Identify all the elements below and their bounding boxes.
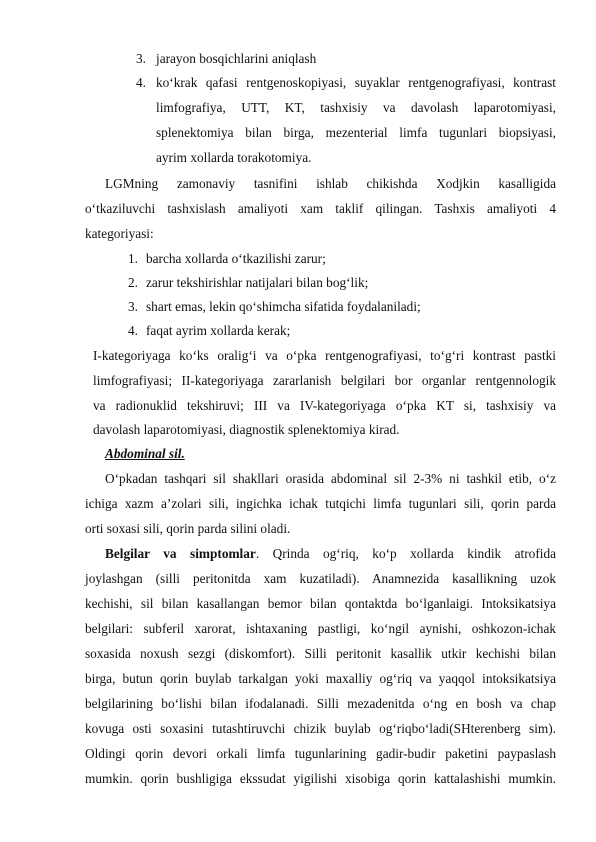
list2-item-3-number: 3. xyxy=(128,299,138,314)
para4-line-8: kovuga osti soxasini tutashtiruvchi chizik buylab og‘riqbo‘ladi(SHterenberg sim). xyxy=(85,721,556,736)
para3-line-1: O‘pkadan tashqari sil shakllari orasida abdominal sil 2-3% ni tashkil etib, o‘z xyxy=(105,471,556,486)
list1-item-3-number: 3. xyxy=(136,51,146,66)
list2-item-4-text: faqat ayrim xollarda kerak; xyxy=(146,323,291,338)
para4-line-3: kechishi, sil bilan kasallangan bemor bilan qontaktda bo‘lganlaigi. Intoksikatsiya xyxy=(85,596,556,611)
list1-item-4-line-2: limfografiya, UTT, KT, tashxisiy va davolash laparotomiyasi, xyxy=(156,100,556,115)
list1-item-4-line-4: ayrim xollarda torakotomiya. xyxy=(156,150,312,165)
list2-item-1-number: 1. xyxy=(128,251,138,266)
para4-line-7: belgilarining bo‘lishi bilan ifodalanadi. Silli mezadenitda o‘ng en bosh va chap xyxy=(85,696,556,711)
para4-lead-bold: Belgilar va simptomlar xyxy=(105,546,256,561)
para2-line-3: va radionuklid tekshiruvi; III va IV-kategoriyaga o‘pka KT si, tashxisiy va xyxy=(93,398,556,413)
para4-line-10: mumkin. qorin bushligiga ekssudat yigilishi xisobiga qorin kattalashishi mumkin. xyxy=(85,771,556,786)
para1-line-3: kategoriyasi: xyxy=(85,226,154,241)
para1-line-1: LGMning zamonaviy tasnifini ishlab chikishda Xodjkin kasalligida xyxy=(105,176,556,191)
para2-line-1: I-kategoriyaga ko‘ks oralig‘i va o‘pka rentgenografiyasi, to‘g‘ri kontrast pastki xyxy=(93,348,556,363)
para4-line-1 xyxy=(105,542,556,566)
para4-line-9: Oldingi qorin devori orkali limfa tugunlarining gadir-budir paketini paypaslash xyxy=(85,746,556,761)
para2-line-2: limfografiyasi; II-kategoriyaga zararlanish belgilari bor organlar rentgennologik xyxy=(93,373,556,388)
list2-item-3-text: shart emas, lekin qo‘shimcha sifatida foydalaniladi; xyxy=(146,299,421,314)
para4-line-4: belgilari: subferil xarorat, ishtaxaning pastligi, ko‘ngil aynishi, oshkozon-ichak xyxy=(85,621,556,636)
para4-line-2: joylashgan (silli peritonitda xam kuzatiladi). Anamnezida kasallikning uzok xyxy=(85,571,556,586)
para4-line-5: soxasida noxush sezgi (diskomfort). Silli peritonit kasallik utkir kechishi bilan xyxy=(85,646,556,661)
list1-item-3-text: jarayon bosqichlarini aniqlash xyxy=(156,51,317,66)
para3-line-2: ichiga xazm a’zolari sili, ingichka ichak tutqichi limfa tugunlari sili, qorin parda xyxy=(85,496,556,511)
para3-line-3: orti soxasi sili, qorin parda silini oladi. xyxy=(85,521,291,536)
list2-item-2-number: 2. xyxy=(128,275,138,290)
para1-line-2: o‘tkaziluvchi tashxislash amaliyoti xam taklif qilingan. Tashxis amaliyoti 4 xyxy=(85,201,556,216)
para4-line-6: birga, butun qorin buylab tarkalgan yoki maxalliy og‘riq va yaqqol intoksikatsiya xyxy=(85,671,556,686)
list1-item-4-number: 4. xyxy=(136,75,146,90)
list1-item-4-line-3: splenektomiya bilan birga, mezenterial limfa tugunlari biopsiyasi, xyxy=(156,125,556,140)
list2-item-4-number: 4. xyxy=(128,323,138,338)
list2-item-2-text: zarur tekshirishlar natijalari bilan bog‘lik; xyxy=(146,275,369,290)
para2-line-4: davolash laparotomiyasi, diagnostik splenektomiya kirad. xyxy=(93,422,400,437)
section-heading: Abdominal sil. xyxy=(105,446,185,461)
para4-first-rest: . Qrinda og‘riq, ko‘p xollarda kindik atrofida xyxy=(255,546,557,561)
list1-item-4-line-1: ko‘krak qafasi rentgenoskopiyasi, suyaklar rentgenografiyasi, kontrast xyxy=(156,75,556,90)
list2-item-1-text: barcha xollarda o‘tkazilishi zarur; xyxy=(146,251,326,266)
